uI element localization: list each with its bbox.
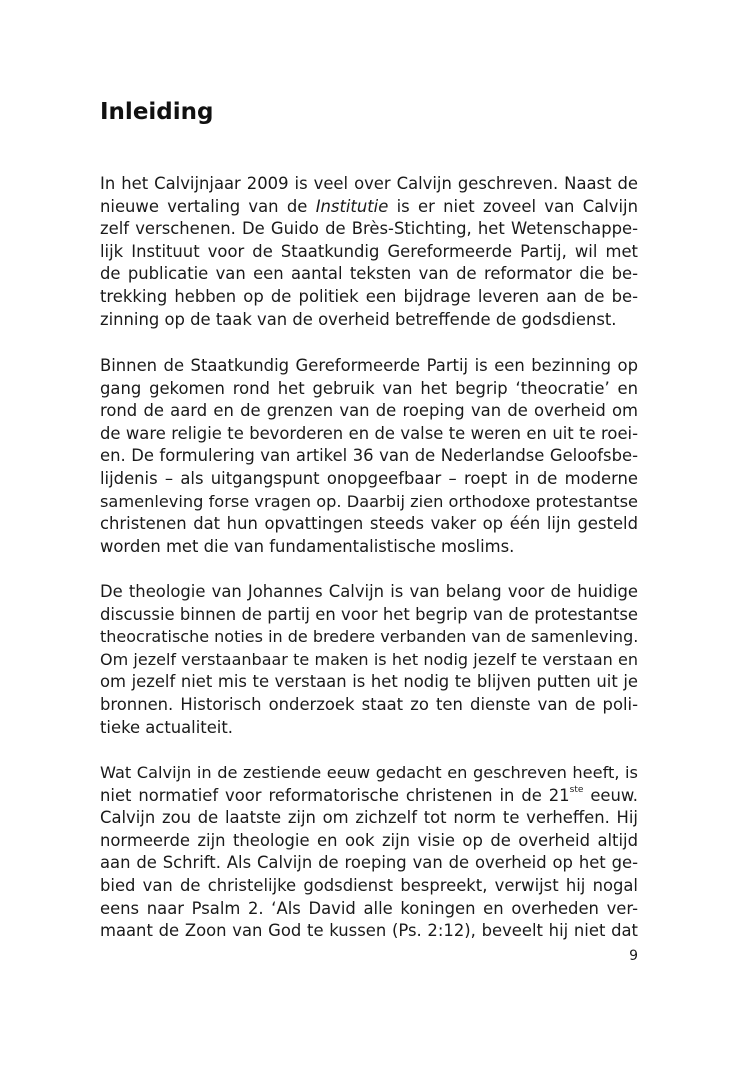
text-line: worden met die van fundamentalistische moslims. (100, 536, 515, 556)
text-line: Wat Calvijn in de zestiende eeuw gedacht en geschreven heeft, is (100, 763, 638, 782)
text-line: tieke actualiteit. (100, 717, 233, 737)
text-line: gang gekomen rond het gebruik van het begrip ‘theocratie’ en (100, 378, 638, 398)
text-line: lijk Instituut voor de Staatkundig Gereformeerde Partij, wil met (100, 241, 638, 261)
paragraph-1 (100, 173, 638, 331)
superscript-ordinal: ste (569, 784, 584, 795)
text-line: Om jezelf verstaanbaar te maken is het nodig jezelf te verstaan en (100, 649, 638, 669)
text-line: christenen dat hun opvattingen steeds vaker op één lijn gesteld (100, 514, 638, 534)
text-line: nieuwe vertaling van de Institutie is er niet zoveel van Calvijn (100, 196, 638, 216)
text-line: normeerde zijn theologie en ook zijn visie op de overheid altijd (100, 830, 638, 850)
page-number: 9 (629, 948, 638, 964)
text-line: en. De formulering van artikel 36 van de Nederlandse Geloofsbe- (100, 446, 638, 466)
italic-title: Institutie (315, 196, 389, 216)
text-line: samenleving forse vragen op. Daarbij zien orthodoxe protestantse (100, 491, 638, 511)
text-line: om jezelf niet mis te verstaan is het nodig te blijven putten uit je (100, 672, 638, 692)
text-line: Calvijn zou de laatste zijn om zichzelf tot norm te verheffen. Hij (100, 808, 638, 828)
text-line: niet normatief voor reformatorische christenen in de 21ste eeuw. (100, 784, 638, 805)
text-line: de publicatie van een aantal teksten van de reformator die be- (100, 264, 638, 284)
text-line: lijdenis – als uitgangspunt onopgeefbaar – roept in de moderne (100, 468, 638, 488)
text-line: trekking hebben op de politiek een bijdrage leveren aan de be- (100, 286, 638, 306)
text-line: zelf verschenen. De Guido de Brès-Stichting, het Wetenschappe- (100, 219, 638, 239)
text-line: maant de Zoon van God te kussen (Ps. 2:12), beveelt hij niet dat (100, 921, 638, 941)
text-line: theocratische noties in de bredere verbanden van de samenleving. (100, 627, 639, 647)
paragraph-3 (100, 581, 638, 739)
paragraph-2 (100, 355, 638, 558)
text-line: discussie binnen de partij en voor het begrip van de protestantse (100, 604, 638, 624)
text-line: bronnen. Historisch onderzoek staat zo ten dienste van de poli- (100, 694, 638, 714)
paragraph-4 (100, 762, 638, 943)
text-line: bied van de christelijke godsdienst bespreekt, verwijst hij nogal (100, 875, 638, 895)
text-line: eens naar Psalm 2. ‘Als David alle koningen en overheden ver- (100, 898, 638, 918)
chapter-heading: Inleiding (100, 99, 214, 125)
text-line: zinning op de taak van de overheid betreffende de godsdienst. (100, 309, 617, 329)
text-line: De theologie van Johannes Calvijn is van belang voor de huidige (100, 582, 638, 601)
text-line: aan de Schrift. Als Calvijn de roeping van de overheid op het ge- (100, 853, 638, 873)
text-line: In het Calvijnjaar 2009 is veel over Calvijn geschreven. Naast de (100, 174, 638, 193)
text-line: de ware religie te bevorderen en de valse te weren en uit te roei- (100, 423, 638, 443)
text-line: Binnen de Staatkundig Gereformeerde Partij is een bezinning op (100, 356, 638, 375)
text-line: rond de aard en de grenzen van de roeping van de overheid om (100, 401, 638, 421)
